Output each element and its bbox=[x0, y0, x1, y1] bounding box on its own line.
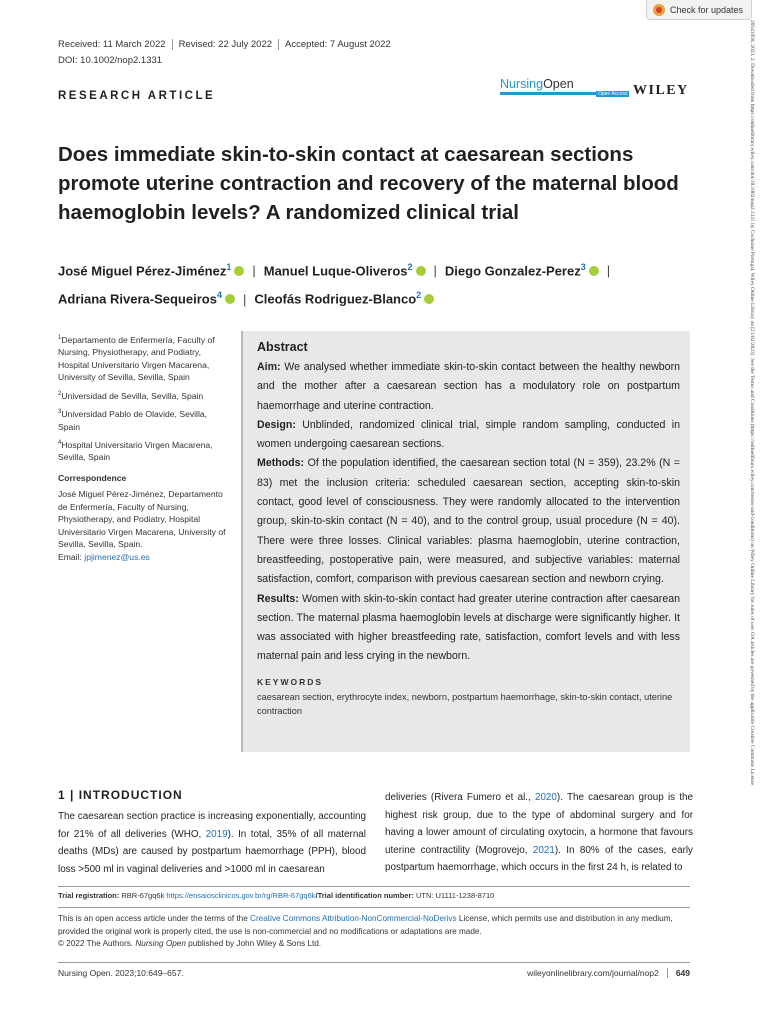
affiliation bbox=[58, 388, 230, 402]
copyright-text: published by John Wiley & Sons Ltd. bbox=[185, 939, 322, 948]
email-link[interactable]: jpjimenez@us.es bbox=[84, 551, 150, 562]
introduction-right-column bbox=[385, 789, 693, 877]
author-separator: | bbox=[252, 263, 256, 279]
license-text: This is an open access article under the terms of the bbox=[58, 914, 251, 923]
results-text: Women with skin-to-skin contact had greater uterine contraction after caesarean section. The maternal plasma haemoglobin levels at discharge were significantly higher. It was associated with higher breastfeeding rate, satisfaction, comfort levels and with less maternal pain and less crying in the newborn. bbox=[257, 592, 681, 663]
check-for-updates-button[interactable] bbox=[646, 0, 752, 20]
author-affiliation-number: 3 bbox=[580, 262, 586, 272]
open-access-label: Open Access bbox=[598, 91, 628, 97]
trial-label: Trial registration: bbox=[58, 891, 120, 900]
correspondence-heading: Correspondence bbox=[58, 472, 127, 483]
check-for-updates-label: Check for updates bbox=[669, 4, 743, 15]
email-label: Email: bbox=[58, 551, 82, 562]
methods-text: Of the population identified, the caesarean section total (N = 359), 23.2% (N = 83) met the inclusion criteria: scheduled caesarean section, accepting skin-to-skin contact, good level of consciousness. They were randomly allocated to the intervention group, skin-to-skin contact (N = 40), and to the control group, usual procedure (N = 40). There were three losses. Clinical variables: plasma haemoglobin, uterine contraction, breastfeeding, postoperative pain, were measured, and subjective variables: maternal satisfaction, comfort, comparison with previous caesarean section and newborn crying. bbox=[257, 457, 680, 586]
correspondence-text bbox=[58, 488, 230, 563]
affiliation-text: Hospital Universitario Virgen Macarena, Sevilla, Spain bbox=[58, 439, 213, 463]
abstract-design bbox=[257, 416, 680, 455]
author-affiliation-number: 4 bbox=[216, 290, 222, 301]
trial-id-label: /Trial identification number: bbox=[315, 891, 414, 900]
article-title: Does immediate skin-to-skin contact at caesarean sections promote uterine contraction and recovery of the maternal blood haemoglobin levels? A randomized clinical trial bbox=[58, 143, 679, 224]
introduction-left-column bbox=[58, 808, 366, 878]
footnote-divider bbox=[58, 907, 690, 908]
publisher-logo: WILEY bbox=[633, 83, 689, 98]
correspondence-address: José Miguel Pérez-Jiménez, Departamento de Enfermería, Faculty of Nursing, Physiotherapy, and Podiatry, Hospital Universitario Virgen Macarena, University of Sevilla, Sevilla, Spain. bbox=[58, 489, 226, 550]
results-label: Results: bbox=[257, 592, 299, 605]
page-number: 649 bbox=[667, 968, 690, 978]
intro-text: ). The caesarean group is the highest risk group, due to the type of abdominal surgery and for having a lower amount of circulating oxytocin, a hormone that favours uterine contractility (Mogrovejo, bbox=[385, 792, 693, 856]
affiliation-number: 1 bbox=[58, 335, 62, 341]
affiliation bbox=[58, 437, 230, 464]
orcid-icon[interactable] bbox=[225, 294, 235, 304]
affiliation-text: Universidad de Sevilla, Sevilla, Spain bbox=[61, 390, 204, 401]
abstract-heading: Abstract bbox=[257, 340, 308, 354]
introduction-heading: 1 | INTRODUCTION bbox=[58, 788, 183, 802]
download-watermark bbox=[744, 20, 758, 1000]
author-affiliation-number: 2 bbox=[416, 290, 422, 301]
author-name[interactable]: Cleofás Rodriguez-Blanco bbox=[254, 291, 417, 307]
journal-logo-nursing: Nursing bbox=[500, 77, 544, 91]
journal-logo bbox=[500, 77, 574, 91]
footer-citation: Nursing Open. 2023;10:649–657. bbox=[58, 968, 184, 978]
trial-reg-id: RBR-67gq6k bbox=[121, 891, 165, 900]
orcid-icon[interactable] bbox=[416, 266, 426, 276]
intro-text: The caesarean section practice is increasing exponentially, accounting for 21% of all deliveries (WHO, bbox=[58, 811, 366, 840]
crossmark-icon bbox=[653, 4, 665, 16]
trial-id: UTN: U1111-1238-8710 bbox=[415, 891, 495, 900]
affiliation-text: Universidad Pablo de Olavide, Sevilla, Spain bbox=[58, 409, 208, 432]
author-name[interactable]: Diego Gonzalez-Perez bbox=[444, 263, 581, 279]
affiliation-text: Departamento de Enfermería, Faculty of Nursing, Physiotherapy, and Podiatry, Hospital Universitario Virgen Macarena, University of Sevilla, Sevilla, Spain bbox=[58, 334, 215, 383]
footnote-divider bbox=[58, 886, 690, 887]
design-label: Design: bbox=[257, 418, 296, 431]
citation-link[interactable]: 2021 bbox=[532, 844, 555, 856]
author-list bbox=[58, 255, 698, 312]
author-affiliation-number: 1 bbox=[226, 262, 232, 272]
journal-logo-open: Open bbox=[543, 77, 574, 91]
keywords-list: caesarean section, erythrocyte index, newborn, postpartum haemorrhage, skin-to-skin contact, uterine contraction bbox=[257, 691, 673, 716]
author-name[interactable]: Manuel Luque-Oliveros bbox=[263, 263, 408, 279]
citation-link[interactable]: 2019 bbox=[205, 828, 228, 840]
intro-text: deliveries (Rivera Fumero et al., bbox=[385, 792, 535, 803]
orcid-icon[interactable] bbox=[234, 266, 244, 276]
author-separator: | bbox=[606, 263, 611, 279]
citation-link[interactable]: 2020 bbox=[534, 792, 557, 803]
copyright-text: © 2022 The Authors. bbox=[58, 939, 136, 948]
download-watermark-text: 20541058, 2023, 2, Downloaded from https://onlinelibrary.wiley.com/doi/10.1002/nop2.1331 by Cochrane Portugal, Wiley Online Library on [21/02/2023]. See the Terms and Conditions (https://onlinelibrary.wiley.com/terms-and-conditions) on Wiley Online Library for rules of use; OA articles are governed by the applicable Creative Commons License bbox=[749, 20, 755, 786]
accepted-date: Accepted: 7 August 2022 bbox=[278, 39, 397, 50]
design-text: Unblinded, randomized clinical trial, simple random sampling, conducted in women undergoing caesarean sections. bbox=[257, 418, 680, 451]
author-affiliation-number: 2 bbox=[407, 262, 413, 272]
affiliation-number: 4 bbox=[58, 440, 62, 447]
trial-registration bbox=[58, 891, 494, 900]
abstract-box bbox=[241, 331, 690, 752]
abstract-results bbox=[257, 590, 680, 667]
journal-url-link[interactable]: wileyonlinelibrary.com/journal/nop2 bbox=[527, 968, 659, 978]
methods-label: Methods: bbox=[257, 457, 305, 470]
received-date: Received: 11 March 2022 bbox=[58, 39, 166, 50]
orcid-icon[interactable] bbox=[424, 294, 434, 304]
revised-date: Revised: 22 July 2022 bbox=[172, 39, 278, 50]
license-text: License, which permits use and distribution in any medium, provided the original work is properly cited, the use is non-commercial and no modifications or adaptations are made. bbox=[58, 914, 673, 936]
intro-text: ). In 80% of the cases, early postpartum haemorrhage, which occurs in the first 24 h, is related to bbox=[385, 844, 693, 873]
keywords-heading: KEYWORDS bbox=[257, 676, 324, 687]
affiliations bbox=[58, 332, 230, 567]
footer-divider bbox=[58, 962, 690, 963]
abstract-aim bbox=[257, 358, 680, 416]
intro-text: ). In total, 35% of all maternal deaths (MDs) are caused by postpartum haemorrhage (PPH), blood loss >500 ml in vaginal deliveries and >1000 ml in caesarean bbox=[58, 828, 366, 875]
abstract-methods bbox=[257, 454, 680, 589]
aim-label: Aim: bbox=[257, 361, 281, 373]
copyright-journal: Nursing Open bbox=[135, 939, 186, 948]
affiliation-number: 3 bbox=[58, 409, 62, 416]
author-separator: | bbox=[433, 263, 437, 279]
author-name[interactable]: José Miguel Pérez-Jiménez bbox=[58, 263, 227, 279]
license-notice bbox=[58, 913, 690, 951]
footer-right bbox=[527, 968, 690, 978]
affiliation bbox=[58, 332, 230, 384]
affiliation bbox=[58, 406, 230, 433]
license-link[interactable]: Creative Commons Attribution-NonCommercial-NoDerivs bbox=[250, 914, 457, 923]
article-dates bbox=[58, 39, 397, 50]
affiliation-number: 2 bbox=[58, 390, 62, 397]
aim-text: We analysed whether immediate skin-to-skin contact between the healthy newborn and the mother after a caesarean section has a modulatory role on postpartum haemorrhage and uterine contraction. bbox=[257, 361, 680, 412]
article-type: RESEARCH ARTICLE bbox=[58, 90, 216, 102]
author-name[interactable]: Adriana Rivera-Sequeiros bbox=[58, 291, 217, 307]
trial-url-link[interactable]: https://ensaiosclinicos.gov.br/rg/RBR-67gq6k bbox=[166, 891, 316, 900]
orcid-icon[interactable] bbox=[589, 266, 599, 276]
doi[interactable]: DOI: 10.1002/nop2.1331 bbox=[58, 55, 163, 66]
author-separator: | bbox=[242, 291, 247, 307]
